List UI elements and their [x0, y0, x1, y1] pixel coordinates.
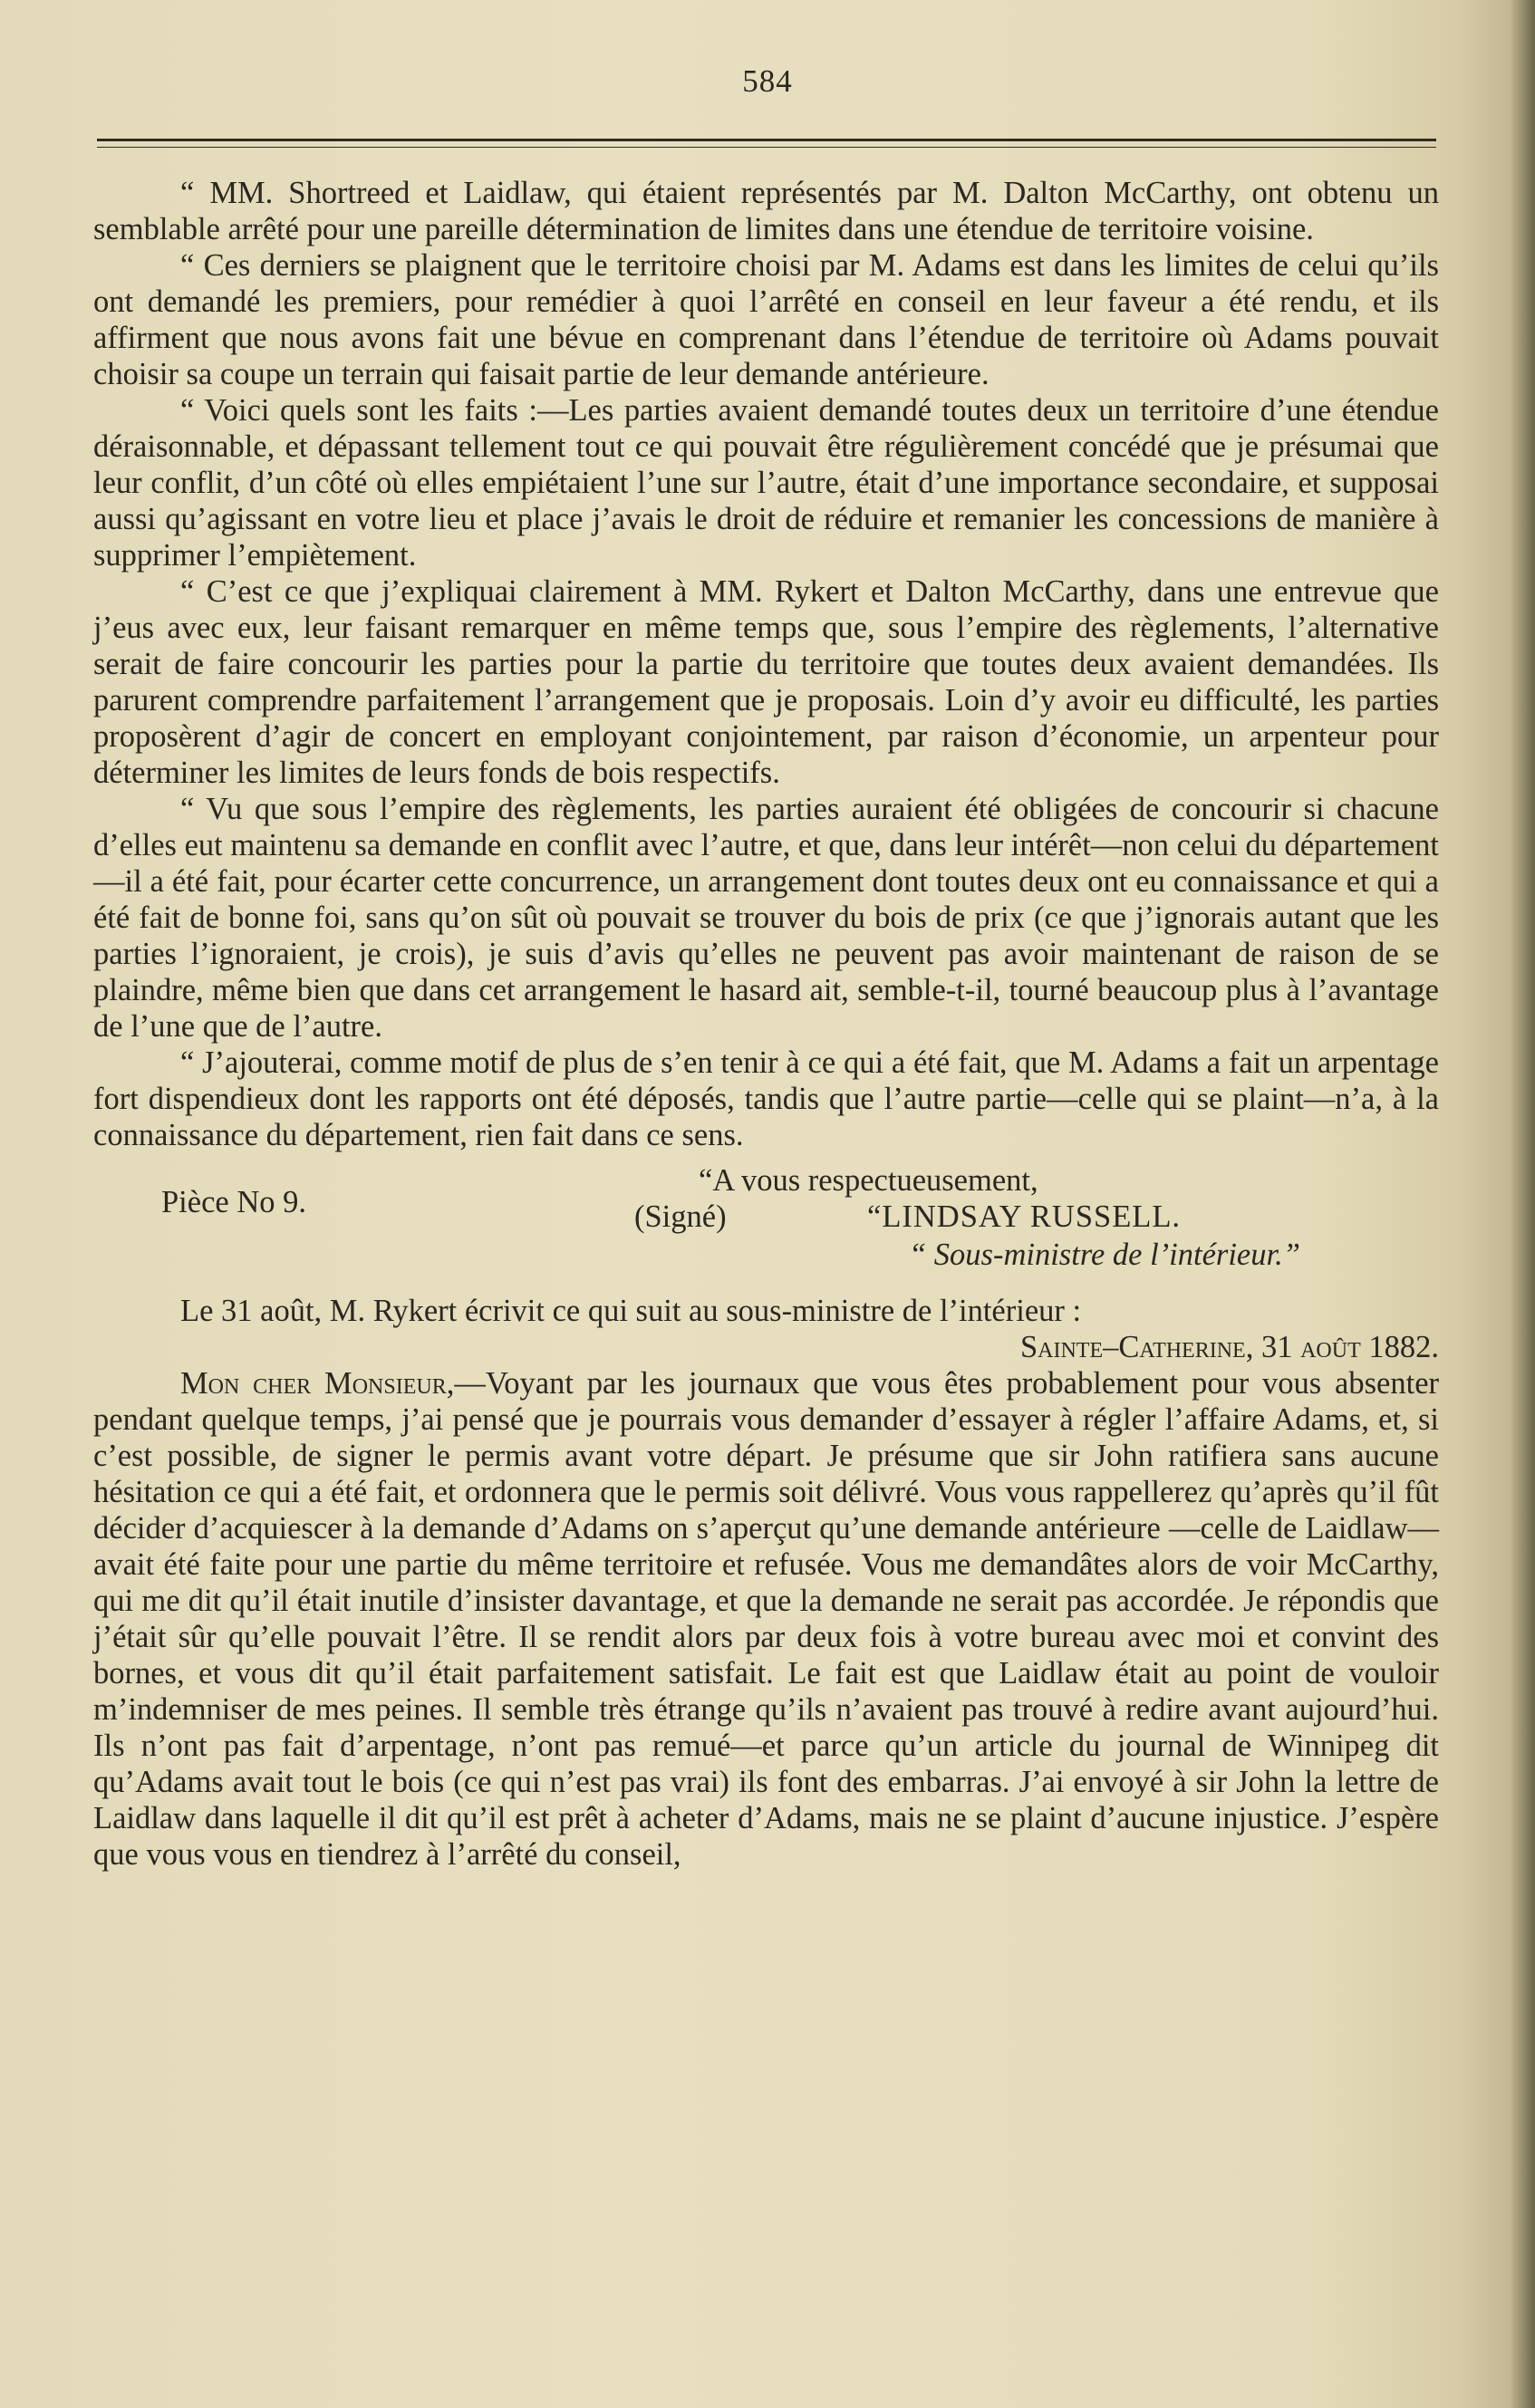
page-edge [1511, 0, 1535, 2408]
letter-text: —Voyant par les journaux que vous êtes probablement pour vous absenter pendant quelque temps, j’ai pensé que je pourrais vous demander d’essayer à régler l’affaire Adams, et, si c’est possible, de signer le permis avant votre départ. Je présume que sir John ratifiera sans aucune hésitation ce qui a été fait, et ordonnera que le permis soit délivré. Vous vous rappellerez qu’après qu’il fût décider d’acquiescer à la demande d’Adams on s’aperçut qu’une demande antérieure —celle de Laidlaw—avait été faite pour une partie du même territoire et refusée. Vous me demandâtes alors de voir McCarthy, qui me dit qu’il était inutile d’insister davantage, et que la demande ne serait pas accordée. Je répondis que j’était sûr qu’elle pouvait l’être. Il se rendit alors par deux fois à votre bureau avec moi et convint des bornes, et vous dit qu’il était parfaitement satisfait. Le fait est que Laidlaw était au point de vouloir m’indemniser de mes peines. Il semble très étrange qu’ils n’avaient pas trouvé à redire avant aujourd’hui. Ils n’ont pas fait d’arpentage, n’ont pas remué—et parce qu’un article du journal de Winnipeg dit qu’Adams avait tout le bois (ce qui n’est pas vrai) ils font des embarras. J’ai envoyé à sir John la lettre de Laidlaw dans laquelle il dit qu’il est prêt à acheter d’Adams, mais ne se plaint d’aucune injustice. J’espère que vous vous en tiendrez à l’arrêté du conseil, [93, 1366, 1439, 1872]
paragraph: “ C’est ce que j’expliquai clairement à MM. Rykert et Dalton McCarthy, dans une entrevue que j’eus avec eux, leur faisant remarquer en même temps que, sous l’empire des règlements, l’alternative serait de faire concourir les parties pour la partie du territoire que toutes deux avaient demandées. Ils parurent comprendre parfaitement l’arrangement que je proposais. Loin d’y avoir eu difficulté, les parties proposèrent d’agir de concert en employant conjointement, par raison d’économie, un arpenteur pour déterminer les limites de leurs fonds de bois respectifs. [93, 574, 1439, 790]
letter-intro: Le 31 août, M. Rykert écrivit ce qui suit au sous-ministre de l’intérieur : [180, 1294, 1082, 1328]
signature-block [93, 1153, 1439, 1280]
signature-signed: (Signé) [634, 1199, 727, 1234]
header-rule-thin [97, 147, 1436, 148]
letter-dateline: Sainte–Catherine, 31 août 1882. [1019, 1330, 1439, 1364]
header-rule-thick [97, 139, 1436, 141]
signature-name: “LINDSAY RUSSELL. [867, 1199, 1182, 1234]
signature-closing: “A vous respectueusement, [699, 1163, 1038, 1198]
paragraph: “ MM. Shortreed et Laidlaw, qui étaient représentés par M. Dalton McCarthy, ont obtenu un semblable arrêté pour une pareille détermination de limites dans une étendue de territoire voisine. [93, 176, 1439, 246]
letter-body [93, 1365, 1439, 1873]
letter-salutation: Mon cher Monsieur, [180, 1366, 455, 1401]
signature-title: “ Sous-ministre de l’intérieur.” [909, 1238, 1300, 1272]
paragraph: “ J’ajouterai, comme motif de plus de s’en tenir à ce qui a été fait, que M. Adams a fait un arpentage fort dispendieux dont les rapports ont été déposés, tandis que l’autre partie—celle qui se plaint—n’a, à la connaissance du département, rien fait dans ce sens. [93, 1045, 1439, 1152]
page-number: 584 [742, 63, 793, 99]
paragraph: “ Vu que sous l’empire des règlements, les parties auraient été obligées de concourir si chacune d’elles eut maintenu sa demande en conflit avec l’autre, et que, dans leur intérêt—non celui du département—il a été fait, pour écarter cette concurrence, un arrangement dont toutes deux ont eu connaissance et qui a été fait de bonne foi, sans qu’on sût où pouvait se trouver du bois de prix (ce que j’ignorais autant que les parties l’ignoraient, je crois), je suis d’avis qu’elles ne peuvent pas avoir maintenant de raison de se plaindre, même bien que dans cet arrangement le hasard ait, semble-t-il, tourné beaucoup plus à l’avantage de l’une que de l’autre. [93, 792, 1439, 1044]
paragraph: “ Voici quels sont les faits :—Les parties avaient demandé toutes deux un territoire d’une étendue déraisonnable, et dépassant tellement tout ce qui pouvait être régulièrement concédé que je présumai que leur conflit, d’un côté où elles empiétaient l’une sur l’autre, était d’une importance secondaire, et supposai aussi qu’agissant en votre lieu et place j’avais le droit de réduire et remanier les concessions de manière à supprimer l’empiètement. [93, 393, 1439, 573]
paragraph: “ Ces derniers se plaignent que le territoire choisi par M. Adams est dans les limites de celui qu’ils ont demandé les premiers, pour remédier à quoi l’arrêté en conseil en leur faveur a été rendu, et ils affirment que nous avons fait une bévue en comprenant dans l’étendue de territoire où Adams pouvait choisir sa coupe un terrain qui faisait partie de leur demande antérieure. [93, 248, 1439, 391]
piece-label: Pièce No 9. [161, 1185, 307, 1219]
body-text [93, 175, 1439, 1873]
